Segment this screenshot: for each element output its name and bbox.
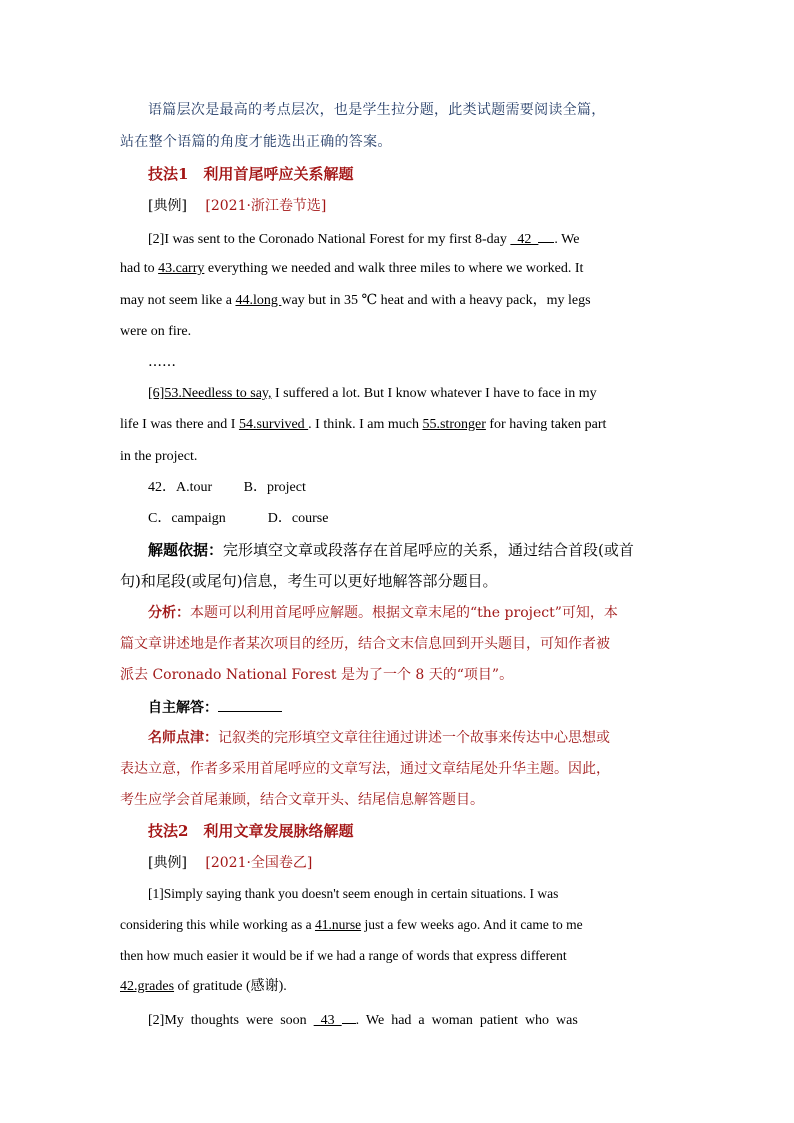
analysis-line-3: 派去 Coronado National Forest 是为了一个 8 天的“项目”。 xyxy=(120,667,514,683)
example-1-header xyxy=(148,196,704,216)
technique-1-title: 技法1 利用首尾呼应关系解题 xyxy=(148,165,354,183)
para2-line-4: were on fire. xyxy=(120,324,192,339)
tips-label: 名师点津： xyxy=(148,730,218,746)
para2-line-2: had to 43.carry everything we needed and walk three miles to where we worked. It xyxy=(120,261,584,276)
ellipsis: …… xyxy=(148,354,176,370)
para2-line-1: [2]I was sent to the Coronado National Forest for my first 8-day 42 . We xyxy=(148,228,676,250)
answer-55: 55.stronger xyxy=(422,417,486,432)
example-label: [典例] xyxy=(148,855,187,871)
analysis-line-1: 分析：本题可以利用首尾呼应解题。根据文章末尾的“the project”可知，本 xyxy=(148,605,618,621)
blank-43: 43 xyxy=(313,1013,342,1028)
basis-line-2: 句)和尾段(或尾句)信息，考生可以更好地解答部分题目。 xyxy=(120,572,498,590)
intro-line-2: 站在整个语篇的角度才能选出正确的答案。 xyxy=(120,134,392,150)
answer-44: 44.long xyxy=(235,293,282,308)
answer-42: 42.grades xyxy=(120,979,175,994)
para6-line-3: in the project. xyxy=(120,449,198,464)
blank-42: 42 xyxy=(510,232,539,247)
self-answer-label: 自主解答： xyxy=(148,700,218,716)
options-row-1: 42．A.tour B．project xyxy=(148,480,306,495)
analysis-line-2: 篇文章讲述地是作者某次项目的经历，结合文末信息回到开头题目，可知作者被 xyxy=(120,636,610,652)
t2-para2-line-1: [2]My thoughts were soon 43 . We had a woman patient who was xyxy=(148,1009,676,1031)
example-label: [典例] xyxy=(148,198,187,214)
analysis-label: 分析： xyxy=(148,605,190,621)
example-2-header xyxy=(148,853,704,873)
answer-41: 41.nurse xyxy=(314,917,362,932)
t2-para1-line-4: 42.grades of gratitude (感谢). xyxy=(120,979,287,994)
example-source: [2021·全国卷乙] xyxy=(205,855,313,871)
answer-53: [6]53.Needless to say, xyxy=(148,386,272,401)
basis-label: 解题依据： xyxy=(148,541,224,559)
para6-line-2: life I was there and I 54.survived . I think. I am much 55.stronger for having taken part xyxy=(120,417,607,432)
tips-line-1: 名师点津：记叙类的完形填空文章往往通过讲述一个故事来传达中心思想或 xyxy=(148,730,610,746)
answer-54: 54.survived xyxy=(238,417,309,432)
tips-line-2: 表达立意，作者多采用首尾呼应的文章写法，通过文章结尾处升华主题。因此， xyxy=(120,761,610,777)
intro-line-1: 语篇层次是最高的考点层次，也是学生拉分题，此类试题需要阅读全篇， xyxy=(148,102,606,118)
technique-2-title: 技法2 利用文章发展脉络解题 xyxy=(148,822,354,840)
answer-43: 43.carry xyxy=(158,261,205,276)
basis-line-1: 解题依据：完形填空文章或段落存在首尾呼应的关系，通过结合首段(或首 xyxy=(148,541,634,559)
t2-para1-line-3: then how much easier it would be if we had a range of words that express different xyxy=(120,948,567,963)
self-answer-line xyxy=(148,697,704,718)
t2-para1-line-1: [1]Simply saying thank you doesn't seem enough in certain situations. I was xyxy=(148,886,559,901)
tips-line-3: 考生应学会首尾兼顾，结合文章开头、结尾信息解答题目。 xyxy=(120,792,484,808)
para6-line-1: [6]53.Needless to say, I suffered a lot. But I know whatever I have to face in my xyxy=(148,386,597,401)
options-row-2: C．campaign D．course xyxy=(148,511,329,526)
self-answer-blank[interactable] xyxy=(218,697,282,712)
example-source: [2021·浙江卷节选] xyxy=(205,198,327,214)
para2-line-3: may not seem like a 44.long way but in 35 ℃ heat and with a heavy pack，my legs xyxy=(120,293,591,308)
t2-para1-line-2: considering this while working as a 41.nurse just a few weeks ago. And it came to me xyxy=(120,917,583,932)
